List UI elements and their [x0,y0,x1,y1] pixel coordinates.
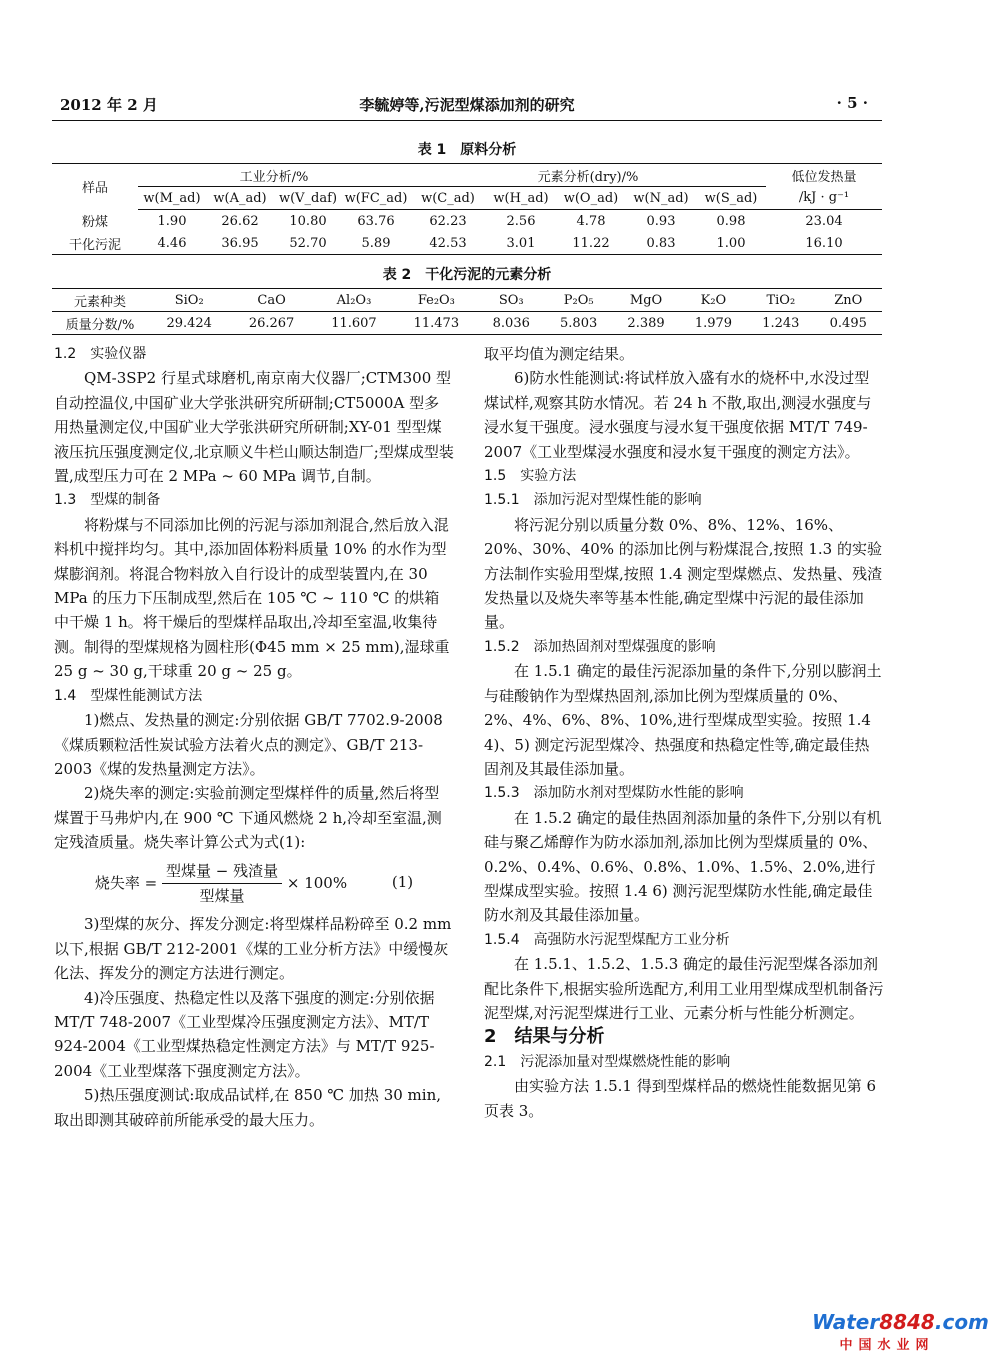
table1-col-header: w(M_ad) [138,187,206,210]
table-cell: 63.76 [357,213,395,229]
table2-element: Al₂O₃ [313,289,395,312]
formula-burn-loss [54,859,454,909]
table-cell: 5.803 [545,312,612,335]
paragraph-test-6: 6)防水性能测试:将试样放入盛有水的烧杯中,水没过型煤试样,观察其防水情况。若 24 h 不散,取出,测浸水强度与浸水复干强度。浸水强度与浸水复干强度依据 MT/T 749-2007《工业型煤浸水强度和浸水复干强度的测定方法》。 [484,369,872,461]
table-row [52,210,882,233]
table-cell: 36.95 [206,232,274,255]
right-column [484,342,884,1123]
table2-element: K₂O [680,289,747,312]
paragraph-method-4: 在 1.5.1、1.5.2、1.5.3 确定的最佳污泥型煤各添加剂配比条件下,根据实验所选配方,利用工业用型煤成型机制备污泥型煤,对污泥型煤进行工业、元素分析与性能分析测定。 [484,955,884,1022]
table-cell: 1.243 [747,312,814,335]
table2-element: MgO [612,289,679,312]
formula-number: (1) [391,873,414,892]
paragraph-test-4: 4)冷压强度、热稳定性以及落下强度的测定:分别依据 MT/T 748-2007《工业型煤冷压强度测定方法》、MT/T 924-2004《工业型煤热稳定性测定方法》与 MT/T 925-2004《工业型煤落下强度测定方法》。 [54,988,435,1080]
table-cell: 10.80 [289,213,327,229]
section-heading-1-3: 1.3 型煤的制备 [54,492,161,509]
paragraph-instruments: QM-3SP2 行星式球磨机,南京南大仪器厂;CTM300 型自动控温仪,中国矿业大学张洪研究所研制;CT5000A 型多用热量测定仪,中国矿业大学张洪研究所研制;XY-01 型型煤液压抗压强度测定仪,北京顺义牛栏山顺达制造厂;型煤成型装置,成型压力可在 2 MPa ~ 60 MPa 调节,自制。 [54,369,454,486]
table1-col-header: w(S_ad) [696,187,766,210]
table-cell: 11.22 [556,232,626,255]
table2-element: SO₃ [478,289,545,312]
table2-element: SiO₂ [148,289,230,312]
table1-group-elemental: 元素分析(dry)/% [410,164,766,187]
section-heading-1-5-1: 1.5.1 添加污泥对型煤性能的影响 [484,492,702,509]
table-cell: 16.10 [766,232,882,255]
table-cell: 11.607 [313,312,395,335]
section-heading-1-5-4: 1.5.4 高强防水污泥型煤配方工业分析 [484,931,730,948]
table1-col-header: w(H_ad) [486,187,556,210]
table-cell: 0.98 [716,213,746,229]
section-heading-2: 2 结果与分析 [484,1026,605,1048]
section-heading-1-5-3: 1.5.3 添加防水剂对型煤防水性能的影响 [484,785,744,802]
table-cell: 2.389 [612,312,679,335]
table-cell: 29.424 [148,312,230,335]
paragraph-test-3: 3)型煤的灰分、挥发分测定:将型煤样品粉碎至 0.2 mm 以下,根据 GB/T 212-2001《煤的工业分析方法》中缓慢灰化法、挥发分的测定方法进行测定。 [54,915,452,983]
table2-element: CaO [230,289,312,312]
table2-row-label: 质量分数/% [52,312,148,335]
formula-right: × 100% [286,873,348,892]
formula-fraction [162,859,282,909]
paragraph-test-2: 2)烧失率的测定:实验前测定型煤样件的质量,然后将型煤置于马弗炉内,在 900 ℃ 下通风燃烧 2 h,冷却至室温,测定残渣质量。烧失率计算公式为式(1): [54,784,442,852]
table1-col-header: w(N_ad) [626,187,696,210]
table-cell: 0.495 [815,312,882,335]
table-cell: 0.83 [626,232,696,255]
table-cell: 42.53 [410,232,486,255]
watermark-logo [812,1310,989,1353]
paragraph-method-1: 将污泥分别以质量分数 0%、8%、12%、16%、20%、30%、40% 的添加比例与粉煤混合,按照 1.3 的实验方法制作实验用型煤,按照 1.4 测定型煤燃点、发热量、残渣发热量以及烧失率等基本性能,确定型煤中污泥的最佳添加量。 [484,515,883,632]
table1-col-header: w(A_ad) [206,187,274,210]
table2-caption: 表 2 干化污泥的元素分析 [382,267,552,283]
table2-element: ZnO [815,289,882,312]
section-heading-1-4: 1.4 型煤性能测试方法 [54,687,203,704]
table-cell: 62.23 [429,213,467,229]
table1-col-header: w(O_ad) [556,187,626,210]
table1-heat-header-1: 低位发热量 [766,164,882,187]
table-cell: 11.473 [395,312,477,335]
paragraph-method-2: 在 1.5.1 确定的最佳污泥添加量的条件下,分别以膨润土与硅酸钠作为型煤热固剂,添加比例为型煤质量的 0%、2%、4%、6%、8%、10%,进行型煤成型实验。按照 1.4 4)、5) 测定污泥型煤冷、热强度和热稳定性等,确定最佳热固剂及其最佳添加量。 [484,662,882,778]
header-title: 李毓婷等,污泥型煤添加剂的研究 [359,96,575,114]
table2-element: TiO₂ [747,289,814,312]
table2-element: Fe₂O₃ [395,289,477,312]
header-page-number: · 5 · [836,94,868,112]
watermark-sub: 中国水业网 [839,1338,935,1353]
paragraph-continuation: 取平均值为测定结果。 [484,345,635,363]
section-heading-1-5-2: 1.5.2 添加热固剂对型煤强度的影响 [484,638,716,655]
table2-element: P₂O₅ [545,289,612,312]
table-cell: 0.93 [646,213,676,229]
table-cell: 4.46 [138,232,206,255]
table-cell: 3.01 [486,232,556,255]
table-cell: 26.267 [230,312,312,335]
table1-group-industrial: 工业分析/% [138,164,410,187]
table1-raw-material-analysis [52,163,882,255]
formula-numerator: 型煤量 − 残渣量 [162,859,282,884]
table-cell: 2.56 [506,213,536,229]
table-cell: 1.00 [696,232,766,255]
table-cell: 52.70 [274,232,342,255]
paragraph-test-1: 1)燃点、发热量的测定:分别依据 GB/T 7702.9-2008《煤质颗粒活性炭试验方法着火点的测定》、GB/T 213-2003《煤的发热量测定方法》。 [54,711,443,778]
paragraph-preparation: 将粉煤与不同添加比例的污泥与添加剂混合,然后放入混料机中搅拌均匀。其中,添加固体粉料质量 10% 的水作为型煤膨润剂。将混合物料放入自行设计的成型装置内,在 30 MPa 的压力下压制成型,然后在 105 ℃ ~ 110 ℃ 的烘箱中干燥 1 h。将干燥后的型煤样品取出,冷却至室温,收集待测。制得的型煤规格为圆柱形(Φ45 mm × 25 mm),湿球重 25 g ~ 30 g,干球重 20 g ~ 25 g。 [54,515,450,681]
table1-sample-header: 样品 [52,164,138,210]
section-heading-1-2: 1.2 实验仪器 [54,346,147,362]
table-cell: 5.89 [342,232,410,255]
table1-col-header: w(FC_ad) [342,187,410,210]
watermark-brand-a: Water [812,1310,880,1334]
paragraph-results: 由实验方法 1.5.1 得到型煤样品的燃烧性能数据见第 6 页表 3。 [484,1077,877,1120]
table1-row-label: 粉煤 [81,215,108,231]
table-cell: 1.90 [157,213,187,229]
table2-head-label: 元素种类 [52,289,148,312]
table-cell: 23.04 [805,213,843,229]
left-column [54,342,454,1132]
watermark-brand-b: 8848 [879,1310,935,1334]
table-row [52,232,882,255]
table-cell: 1.979 [680,312,747,335]
formula-left: 烧失率 = [94,873,158,892]
table1-col-header: w(V_daf) [274,187,342,210]
paragraph-method-3: 在 1.5.2 确定的最佳热固剂添加量的条件下,分别以有机硅与聚乙烯醇作为防水添加剂,添加比例为型煤质量的 0%、0.2%、0.4%、0.6%、0.8%、1.0%、1.5%、2.0%,进行型煤成型实验。按照 1.4 6) 测污泥型煤防水性能,确定最佳防水剂及其最佳添加量。 [484,808,882,925]
table1-caption: 表 1 原料分析 [417,142,517,158]
formula-denominator: 型煤量 [199,886,245,905]
table-cell: 8.036 [478,312,545,335]
watermark-brand-c: .com [934,1310,989,1334]
header-date: 2012 年 2 月 [60,96,158,114]
section-heading-2-1: 2.1 污泥添加量对型煤燃烧性能的影响 [484,1053,731,1070]
table1-heat-header-2: /kJ · g⁻¹ [766,187,882,210]
paragraph-test-5: 5)热压强度测试:取成品试样,在 850 ℃ 加热 30 min,取出即测其破碎前所能承受的最大压力。 [54,1086,442,1129]
running-header [52,92,882,121]
table-cell: 4.78 [576,213,606,229]
table2-sludge-element-analysis [52,288,882,335]
table1-row-label: 干化污泥 [52,232,138,255]
table1-col-header: w(C_ad) [410,187,486,210]
table-cell: 26.62 [221,213,259,229]
section-heading-1-5: 1.5 实验方法 [484,468,577,485]
table-row [52,312,882,335]
